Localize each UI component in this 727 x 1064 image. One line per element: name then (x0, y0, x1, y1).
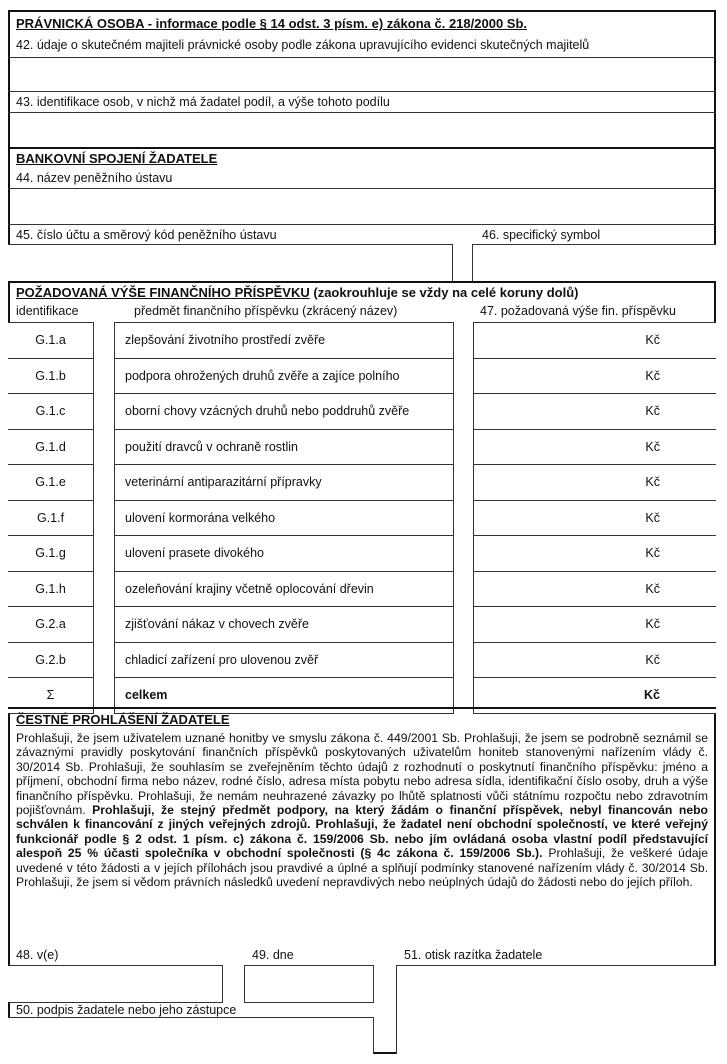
field-50-label: 50. podpis žadatele nebo jeho zástupce (16, 1003, 237, 1017)
col-amount-header: 47. požadovaná výše fin. příspěvku (480, 304, 676, 318)
row-subject: celkem (114, 677, 454, 714)
field-44-label: 44. název peněžního ústavu (16, 171, 173, 185)
divider (8, 224, 716, 225)
field-48-label: 48. v(e) (16, 948, 59, 962)
currency-label: Kč (645, 475, 660, 490)
row-id: G.1.f (8, 500, 94, 537)
row-id: G.1.c (8, 393, 94, 430)
field-46-label: 46. specifický symbol (482, 228, 601, 242)
row-id: Σ (8, 677, 94, 714)
amount-input[interactable] (473, 571, 716, 608)
declaration-text (16, 731, 708, 889)
amount-input[interactable] (473, 535, 716, 572)
row-id: G.2.a (8, 606, 94, 643)
col-subject-header: předmět finančního příspěvku (zkrácený název) (134, 304, 398, 318)
currency-label: Kč (645, 439, 660, 454)
row-id: G.2.b (8, 642, 94, 679)
contribution-heading-note: (zaokrouhluje se vždy na celé koruny dolů) (309, 285, 579, 300)
account-number-input[interactable] (8, 244, 453, 282)
row-subject: zlepšování životního prostředí zvěře (114, 322, 454, 359)
section-divider (8, 147, 716, 149)
divider (8, 91, 716, 92)
bank-name-input[interactable] (10, 189, 714, 224)
stamp-area[interactable] (396, 965, 716, 1054)
row-subject: veterinární antiparazitární přípravky (114, 464, 454, 501)
date-input[interactable] (244, 965, 374, 1003)
currency-label: Kč (645, 546, 660, 561)
row-id: G.1.g (8, 535, 94, 572)
row-id: G.1.e (8, 464, 94, 501)
col-id-header: identifikace (16, 304, 79, 318)
currency-label: Kč (645, 368, 660, 383)
declaration-text-part1: Prohlašuji, že jsem uživatelem uznané honitby ve smyslu zákona č. 449/2001 Sb. Prohlašuji, že jsem se podrobně seznámil se závaznými pravidly poskytování finančních příspěvků poskytovaných uživatelům honiteb stanovenými nařízením vlády č. 30/2014 Sb. Prohlašuji, že souhlasím se zveřejněním těchto údajů z rozhodnutí o poskytnutí finančního příspěvku: jméno a příjmení, obchodní firma nebo název, rodné číslo, adresa místa pobytu nebo adresa sídla, identifikační číslo osoby, druh a výše finančního příspěvku. Prohlašuji, že nemám neuhrazené závazky po lhůtě splatnosti vůči státnímu rozpočtu nebo zdravotním pojišťovnám. (16, 731, 708, 818)
amount-input[interactable] (473, 606, 716, 643)
currency-label: Kč (645, 617, 660, 632)
row-subject: oborní chovy vzácných druhů nebo poddruhů zvěře (114, 393, 454, 430)
row-id: G.1.b (8, 358, 94, 395)
amount-input[interactable] (473, 322, 716, 359)
declaration-text-part2: Prohlašuji, že veškeré údaje uvedené v této žádosti a v jejích přílohách jsou pravdivé a úplné a splňují podmínky stanovené nařízením vlády č. 30/2014 Sb. Prohlašuji, že jsem si vědom právních následků uvedení nepravdivých nebo neúplných údajů do žádosti nebo do jejích příloh. (16, 846, 708, 890)
currency-label: Kč (644, 688, 660, 703)
currency-label: Kč (645, 510, 660, 525)
currency-label: Kč (645, 404, 660, 419)
amount-input[interactable] (473, 429, 716, 466)
row-subject: chladicí zařízení pro ulovenou zvěř (114, 642, 454, 679)
currency-label: Kč (645, 581, 660, 596)
section-divider (8, 707, 716, 709)
row-subject: ozeleňování krajiny včetně oplocování dřevin (114, 571, 454, 608)
row-subject: podpora ohrožených druhů zvěře a zajíce polního (114, 358, 454, 395)
signature-input[interactable] (8, 1017, 374, 1054)
declaration-text-bold: Prohlašuji, že stejný předmět podpory, na který žádám o finanční příspěvek, nebyl financován nebo schválen k financování z jiných veřejných zdrojů. Prohlašuji, že žadatel není obchodní společností, ve které veřejný funkcionář podle § 2 odst. 1 písm. c) zákona č. 159/2006 Sb. nebo jím ovládaná osoba vlastní podíl představující alespoň 25 % účasti společníka v obchodní společnosti (§ 4c zákona č. 159/2006 Sb.). (16, 803, 708, 861)
field-43-label: 43. identifikace osob, v nichž má žadatel podíl, a výše tohoto podílu (16, 95, 390, 109)
row-subject: zjišťování nákaz v chovech zvěře (114, 606, 454, 643)
specific-symbol-input[interactable] (472, 244, 716, 282)
row-id: G.1.a (8, 322, 94, 359)
section-divider (8, 281, 716, 283)
legal-person-heading: PRÁVNICKÁ OSOBA - informace podle § 14 odst. 3 písm. e) zákona č. 218/2000 Sb. (16, 16, 528, 31)
row-id: G.1.d (8, 429, 94, 466)
amount-input[interactable] (473, 358, 716, 395)
field-45-label: 45. číslo účtu a směrový kód peněžního ústavu (16, 228, 277, 242)
field-51-label: 51. otisk razítka žadatele (404, 948, 543, 962)
amount-input[interactable] (473, 464, 716, 501)
currency-label: Kč (645, 333, 660, 348)
amount-input[interactable] (473, 642, 716, 679)
ownership-share-input[interactable] (10, 113, 714, 146)
contribution-heading: POŽADOVANÁ VÝŠE FINANČNÍHO PŘÍSPĚVKU (zaokrouhluje se vždy na celé koruny dolů) (16, 285, 579, 300)
row-subject: použití dravců v ochraně rostlin (114, 429, 454, 466)
field-42-label: 42. údaje o skutečném majiteli právnické osoby podle zákona upravujícího evidenci skutečných majitelů (16, 38, 590, 52)
bank-heading: BANKOVNÍ SPOJENÍ ŽADATELE (16, 151, 218, 166)
place-input[interactable] (8, 965, 223, 1003)
amount-input[interactable] (473, 393, 716, 430)
currency-label: Kč (645, 652, 660, 667)
field-49-label: 49. dne (252, 948, 294, 962)
row-id: G.1.h (8, 571, 94, 608)
amount-input[interactable] (473, 500, 716, 537)
declaration-heading: ČESTNÉ PROHLÁŠENÍ ŽADATELE (16, 712, 230, 727)
row-subject: ulovení kormorána velkého (114, 500, 454, 537)
beneficial-owner-input[interactable] (10, 58, 714, 91)
row-subject: ulovení prasete divokého (114, 535, 454, 572)
